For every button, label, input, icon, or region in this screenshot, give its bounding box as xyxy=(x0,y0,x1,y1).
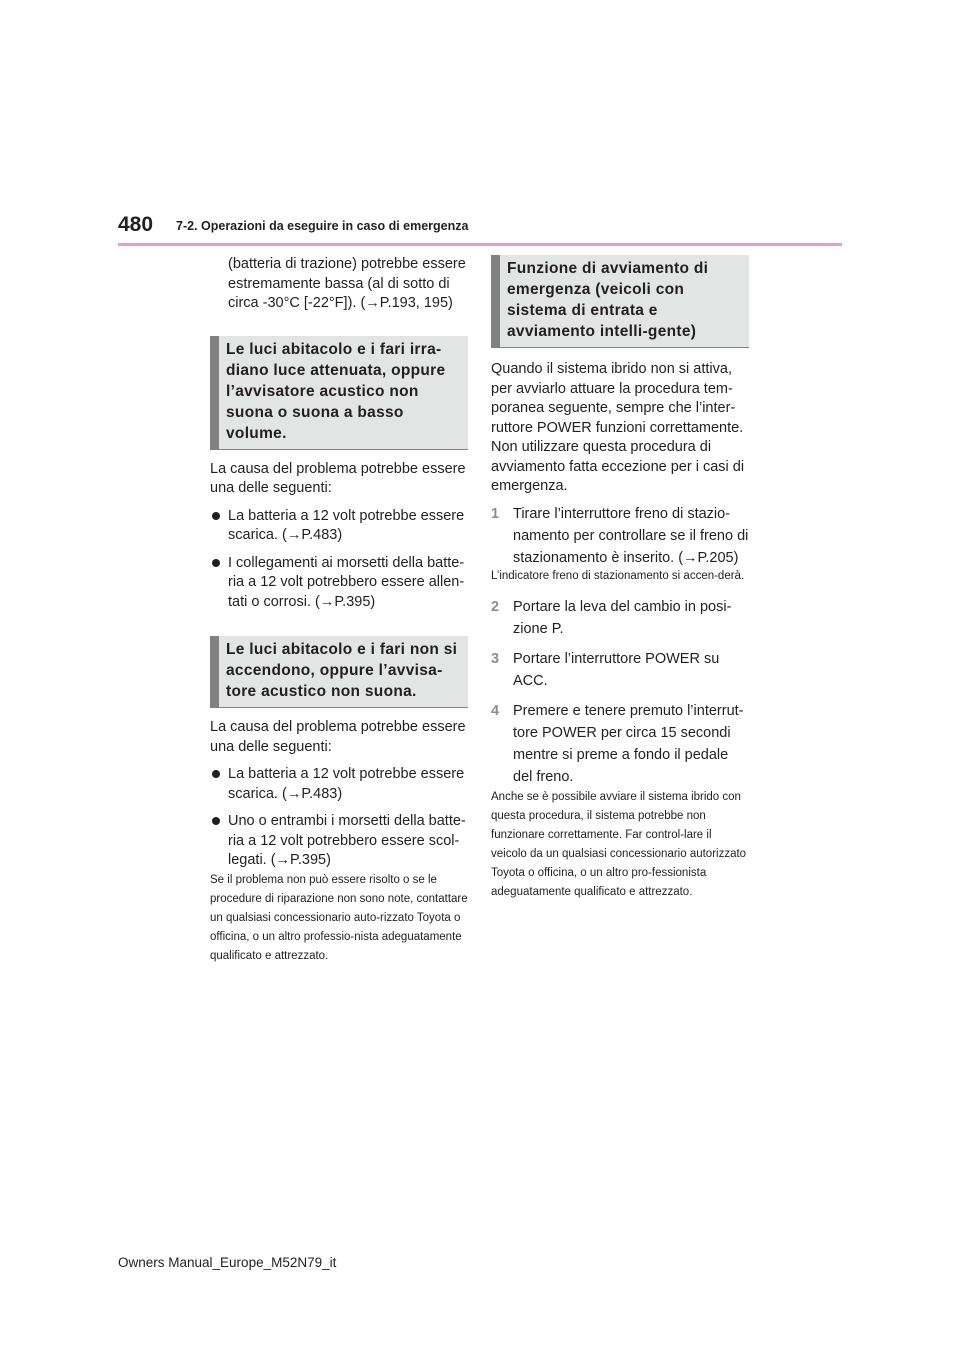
step-item xyxy=(491,700,749,788)
list-item xyxy=(210,765,468,804)
list-item-text: La batteria a 12 volt potrebbe essere scarica. (→P.483) xyxy=(228,766,465,802)
list-item-text: I collegamenti ai morsetti della batte-ria a 12 volt potrebbero essere allen-tati o corrosi. (→P.395) xyxy=(228,554,465,610)
note-text: Anche se è possibile avviare il sistema ibrido con questa procedura, il sistema potrebbe non funzionare correttamente. Far control-lare il veicolo da un qualsiasi concessionario autorizzato Toyota o officina, o un altro pro-fessionista adeguatamente qualificato e attrezzato. xyxy=(491,790,747,898)
step-text: Portare la leva del cambio in posi-zione P. xyxy=(513,598,732,637)
header-rule xyxy=(118,243,842,246)
step-number: 1 xyxy=(491,505,500,522)
cause-text: La causa del problema potrebbe essere una delle seguenti: xyxy=(210,460,466,496)
step-text: Premere e tenere premuto l’interrut-tore POWER per circa 15 secondi mentre si preme a fondo il pedale del freno. xyxy=(513,702,744,785)
list-item xyxy=(210,554,468,613)
step-number: 4 xyxy=(491,702,500,719)
list-item-text: Uno o entrambi i morsetti della batte-ria a 12 volt potrebbero essere scol-legati. (→P.395) xyxy=(228,813,466,868)
bullet-icon xyxy=(212,512,220,520)
list-item-text: La batteria a 12 volt potrebbe essere scarica. (→P.483) xyxy=(228,507,465,543)
step-item xyxy=(491,596,749,640)
step-text: Portare l’interruttore POWER su ACC. xyxy=(513,650,720,689)
intro-text: Quando il sistema ibrido non si attiva, per avviarlo attuare la procedura tem-poranea seguente, sempre che l’inter-ruttore POWER funzioni correttamente. Non utilizzare questa procedura di avviamento fatta eccezione per i casi di emergenza. xyxy=(491,361,745,494)
list-item xyxy=(210,812,468,871)
section-heading-no-lights: Le luci abitacolo e i fari non si accendono, oppure l’avvisa-tore acustico non suona. xyxy=(210,636,468,708)
section-heading-emergency-start: Funzione di avviamento di emergenza (veicoli con sistema di entrata e avviamento intelli-gente) xyxy=(491,255,749,348)
step-note: L’indicatore freno di stazionamento si accen-derà. xyxy=(491,569,745,582)
step-item xyxy=(491,648,749,692)
right-column xyxy=(491,255,749,902)
left-column xyxy=(210,255,468,966)
step-item xyxy=(491,503,749,569)
step-text: Tirare l’interruttore freno di stazio-namento per controllare se il freno di stazionamento è inserito. (→P.205) xyxy=(513,505,749,566)
cause-text: La causa del problema potrebbe essere una delle seguenti: xyxy=(210,719,466,755)
section-heading-dim-lights: Le luci abitacolo e i fari irra-diano luce attenuata, oppure l’avvisatore acustico non suona o suona a basso volume. xyxy=(210,336,468,450)
intro-text: (batteria di trazione) potrebbe essere estremamente bassa (al di sotto di circa -30°C [-22°F]). (→P.193, 195) xyxy=(228,256,466,311)
section-title: 7-2. Operazioni da eseguire in caso di emergenza xyxy=(176,219,469,233)
bullet-icon xyxy=(212,770,220,778)
step-number: 2 xyxy=(491,598,500,615)
footer-text: Owners Manual_Europe_M52N79_it xyxy=(118,1255,337,1270)
page-number: 480 xyxy=(118,213,154,236)
step-number: 3 xyxy=(491,650,500,667)
bullet-icon xyxy=(212,559,220,567)
list-item xyxy=(210,507,468,546)
note-text: Se il problema non può essere risolto o se le procedure di riparazione non sono note, contattare un qualsiasi concessionario auto-rizzato Toyota o officina, o un altro professio-nista adeguatamente qualificato e attrezzato. xyxy=(210,873,468,962)
bullet-icon xyxy=(212,817,220,825)
